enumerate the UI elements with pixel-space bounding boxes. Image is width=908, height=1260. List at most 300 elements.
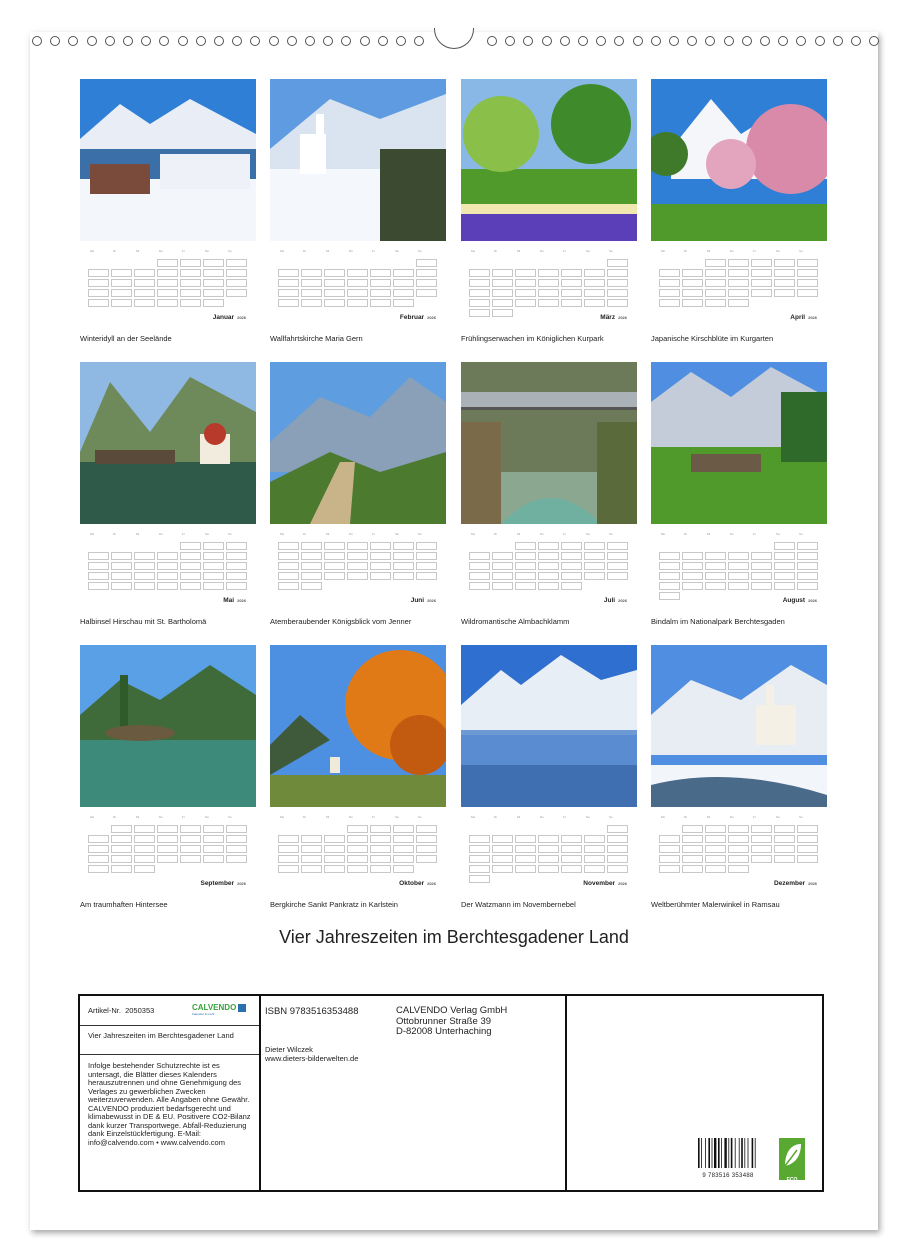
- day-cell: [607, 299, 628, 307]
- month-day-grid: [461, 532, 637, 594]
- month-photo: [270, 362, 446, 524]
- month-photo: [651, 362, 827, 524]
- day-cell: [324, 855, 345, 863]
- month-caption: Wallfahrtskirche Maria Gern: [270, 334, 363, 343]
- day-cell: [370, 835, 391, 843]
- day-cell: [203, 825, 224, 833]
- binding-ring: [778, 36, 788, 46]
- day-cell: [751, 845, 772, 853]
- day-cell: [347, 552, 368, 560]
- month-day-grid: [80, 815, 256, 877]
- day-cell: [469, 582, 490, 590]
- day-cell: [203, 552, 224, 560]
- weekday-label: Sa: [395, 532, 399, 536]
- month-caption: Weltberühmter Malerwinkel in Ramsau: [651, 900, 780, 909]
- day-cell: [134, 562, 155, 570]
- month-name: Februar 2026: [399, 314, 436, 321]
- day-cell: [301, 542, 322, 550]
- day-cell: [561, 845, 582, 853]
- weekday-label: Mi: [326, 815, 330, 819]
- day-cell: [111, 269, 132, 277]
- weekday-label: Mo: [661, 815, 666, 819]
- day-cell: [111, 289, 132, 297]
- day-cell: [538, 269, 559, 277]
- day-cell: [301, 855, 322, 863]
- day-cell: [324, 865, 345, 873]
- weekday-label: So: [609, 532, 613, 536]
- weekday-label: Di: [494, 815, 497, 819]
- weekday-label: Do: [540, 249, 544, 253]
- barcode: 9 783516 353488: [697, 1138, 759, 1174]
- weekday-label: So: [799, 532, 803, 536]
- day-cell: [607, 835, 628, 843]
- publisher-address: CALVENDO Verlag GmbH Ottobrunner Straße 39 D-82008 Unterhaching: [396, 1005, 508, 1037]
- day-cell: [774, 259, 795, 267]
- day-cell: [607, 259, 628, 267]
- day-cell: [515, 289, 536, 297]
- weekday-label: Mi: [707, 815, 711, 819]
- day-cell: [774, 845, 795, 853]
- day-cell: [584, 279, 605, 287]
- day-cell: [728, 279, 749, 287]
- day-cell: [751, 269, 772, 277]
- day-cell: [705, 562, 726, 570]
- day-cell: [659, 572, 680, 580]
- day-cell: [515, 269, 536, 277]
- day-cell: [751, 582, 772, 590]
- day-cell: [416, 855, 437, 863]
- day-cell: [682, 855, 703, 863]
- day-cell: [157, 562, 178, 570]
- day-cell: [607, 562, 628, 570]
- day-cell: [515, 845, 536, 853]
- weekday-label: Sa: [205, 815, 209, 819]
- day-cell: [659, 552, 680, 560]
- day-cell: [538, 542, 559, 550]
- binding-ring: [323, 36, 333, 46]
- weekday-label: Do: [159, 815, 163, 819]
- day-cell: [157, 845, 178, 853]
- info-column-left: [80, 996, 261, 1190]
- month-6: [270, 362, 446, 632]
- weekday-label: Mi: [326, 532, 330, 536]
- day-cell: [324, 279, 345, 287]
- day-cell: [659, 562, 680, 570]
- day-cell: [705, 855, 726, 863]
- day-cell: [469, 562, 490, 570]
- day-cell: [203, 269, 224, 277]
- weekday-label: So: [228, 815, 232, 819]
- binding-ring: [32, 36, 42, 46]
- day-cell: [416, 572, 437, 580]
- day-cell: [226, 279, 247, 287]
- day-cell: [226, 825, 247, 833]
- month-photo: [651, 79, 827, 241]
- day-cell: [561, 289, 582, 297]
- month-photo: [651, 645, 827, 807]
- day-cell: [774, 855, 795, 863]
- day-cell: [469, 552, 490, 560]
- day-cell: [705, 572, 726, 580]
- day-cell: [88, 562, 109, 570]
- day-cell: [347, 825, 368, 833]
- info-box: [78, 994, 824, 1192]
- month-name: Januar 2026: [212, 314, 246, 321]
- day-cell: [416, 542, 437, 550]
- day-cell: [515, 855, 536, 863]
- month-4: [651, 79, 827, 349]
- month-caption: Wildromantische Almbachklamm: [461, 617, 570, 626]
- weekday-label: Di: [684, 249, 687, 253]
- day-cell: [226, 572, 247, 580]
- day-cell: [538, 835, 559, 843]
- day-cell: [682, 289, 703, 297]
- day-cell: [203, 845, 224, 853]
- day-cell: [157, 279, 178, 287]
- month-name: November 2026: [583, 880, 627, 887]
- day-cell: [88, 845, 109, 853]
- month-caption: Frühlingserwachen im Königlichen Kurpark: [461, 334, 604, 343]
- day-cell: [492, 309, 513, 317]
- day-cell: [561, 299, 582, 307]
- day-cell: [797, 289, 818, 297]
- day-cell: [301, 279, 322, 287]
- day-cell: [301, 289, 322, 297]
- day-cell: [774, 542, 795, 550]
- logo-cube-icon: [238, 1004, 246, 1012]
- day-cell: [607, 855, 628, 863]
- day-cell: [492, 572, 513, 580]
- day-cell: [347, 279, 368, 287]
- day-cell: [370, 299, 391, 307]
- day-cell: [180, 552, 201, 560]
- binding-ring: [287, 36, 297, 46]
- weekday-label: So: [609, 815, 613, 819]
- month-8: [651, 362, 827, 632]
- day-cell: [538, 552, 559, 560]
- binding-ring: [378, 36, 388, 46]
- day-cell: [469, 835, 490, 843]
- month-9: [80, 645, 256, 915]
- day-cell: [370, 825, 391, 833]
- weekday-label: Do: [159, 532, 163, 536]
- weekday-label: Mo: [90, 249, 95, 253]
- day-cell: [705, 289, 726, 297]
- day-cell: [203, 572, 224, 580]
- day-cell: [416, 269, 437, 277]
- day-cell: [88, 552, 109, 560]
- month-caption: Bindalm im Nationalpark Berchtesgaden: [651, 617, 785, 626]
- day-cell: [88, 572, 109, 580]
- day-cell: [705, 835, 726, 843]
- month-photo: [80, 362, 256, 524]
- info-column-right: [567, 996, 822, 1190]
- day-cell: [324, 562, 345, 570]
- day-cell: [728, 865, 749, 873]
- day-cell: [134, 552, 155, 560]
- day-cell: [561, 269, 582, 277]
- day-cell: [797, 259, 818, 267]
- month-12: [651, 645, 827, 915]
- day-cell: [469, 865, 490, 873]
- weekday-label: So: [418, 249, 422, 253]
- day-cell: [180, 542, 201, 550]
- day-cell: [324, 299, 345, 307]
- day-cell: [416, 259, 437, 267]
- day-cell: [347, 835, 368, 843]
- weekday-label: Do: [730, 815, 734, 819]
- weekday-label: Mo: [280, 249, 285, 253]
- weekday-label: Mo: [280, 815, 285, 819]
- day-cell: [180, 845, 201, 853]
- day-cell: [515, 562, 536, 570]
- day-cell: [416, 845, 437, 853]
- day-cell: [226, 562, 247, 570]
- leaf-icon: [779, 1138, 805, 1172]
- month-photo: [270, 645, 446, 807]
- day-cell: [659, 269, 680, 277]
- isbn: ISBN 9783516353488: [265, 1006, 359, 1017]
- day-cell: [393, 269, 414, 277]
- day-cell: [111, 572, 132, 580]
- day-cell: [134, 572, 155, 580]
- day-cell: [134, 582, 155, 590]
- day-cell: [728, 572, 749, 580]
- day-cell: [301, 562, 322, 570]
- day-cell: [370, 865, 391, 873]
- day-cell: [180, 825, 201, 833]
- day-cell: [705, 552, 726, 560]
- day-cell: [797, 855, 818, 863]
- day-cell: [370, 552, 391, 560]
- day-cell: [157, 855, 178, 863]
- day-cell: [538, 865, 559, 873]
- day-cell: [347, 542, 368, 550]
- weekday-label: Mi: [707, 249, 711, 253]
- month-photo: [270, 79, 446, 241]
- weekday-label: Do: [159, 249, 163, 253]
- day-cell: [584, 289, 605, 297]
- month-11: [461, 645, 637, 915]
- month-1: [80, 79, 256, 349]
- day-cell: [751, 825, 772, 833]
- day-cell: [111, 845, 132, 853]
- weekday-label: Fr: [372, 532, 375, 536]
- day-cell: [278, 552, 299, 560]
- day-cell: [469, 279, 490, 287]
- day-cell: [797, 845, 818, 853]
- day-cell: [370, 279, 391, 287]
- day-cell: [134, 855, 155, 863]
- day-cell: [393, 552, 414, 560]
- day-cell: [393, 572, 414, 580]
- day-cell: [561, 572, 582, 580]
- day-cell: [226, 542, 247, 550]
- day-cell: [416, 835, 437, 843]
- day-cell: [584, 835, 605, 843]
- day-cell: [728, 582, 749, 590]
- day-cell: [301, 572, 322, 580]
- day-cell: [561, 582, 582, 590]
- day-cell: [705, 845, 726, 853]
- day-cell: [751, 289, 772, 297]
- weekday-label: So: [228, 249, 232, 253]
- legal-text: Infolge bestehender Schutzrechte ist es untersagt, die Blätter dieses Kalenders herauszutrennen und ohne Genehmigung des Verlages zu gewerblichen Zwecken weiterzuverwenden. Alle Angaben ohne Gewähr. CALVENDO produziert bedarfsgerecht und klimabewusst in DE & EU. Positivere CO2-Bilanz dank kurzer Transportwege. Abfall-Reduzierung dank Einzelstückfertigung. E-Mail: info@calvendo.com • www.calvendo.com: [88, 1061, 251, 1147]
- day-cell: [659, 279, 680, 287]
- day-cell: [180, 289, 201, 297]
- day-cell: [88, 289, 109, 297]
- month-7: [461, 362, 637, 632]
- day-cell: [393, 855, 414, 863]
- day-cell: [370, 572, 391, 580]
- month-caption: Halbinsel Hirschau mit St. Bartholomä: [80, 617, 207, 626]
- day-cell: [203, 299, 224, 307]
- day-cell: [111, 552, 132, 560]
- weekday-label: Mo: [471, 249, 476, 253]
- day-cell: [538, 279, 559, 287]
- day-cell: [751, 855, 772, 863]
- binding-ring: [578, 36, 588, 46]
- day-cell: [659, 845, 680, 853]
- day-cell: [492, 865, 513, 873]
- weekday-label: Do: [349, 532, 353, 536]
- day-cell: [134, 299, 155, 307]
- day-cell: [111, 279, 132, 287]
- binding-ring: [196, 36, 206, 46]
- binding-ring: [214, 36, 224, 46]
- day-cell: [324, 572, 345, 580]
- day-cell: [728, 845, 749, 853]
- weekday-label: So: [418, 815, 422, 819]
- day-cell: [561, 562, 582, 570]
- day-cell: [111, 865, 132, 873]
- weekday-label: Mi: [707, 532, 711, 536]
- day-cell: [134, 279, 155, 287]
- month-name: September 2026: [200, 880, 246, 887]
- weekday-label: Mi: [136, 249, 140, 253]
- weekday-label: Di: [303, 249, 306, 253]
- binding-ring: [833, 36, 843, 46]
- eco-badge: ECO: [779, 1138, 805, 1180]
- day-cell: [682, 582, 703, 590]
- binding-ring: [341, 36, 351, 46]
- day-cell: [561, 279, 582, 287]
- month-day-grid: [461, 249, 637, 311]
- binding-ring: [815, 36, 825, 46]
- day-cell: [180, 835, 201, 843]
- info-title-line: Vier Jahreszeiten im Berchtesgadener Land: [88, 1031, 234, 1040]
- day-cell: [751, 552, 772, 560]
- weekday-label: So: [799, 815, 803, 819]
- day-cell: [584, 552, 605, 560]
- month-name: Juni 2026: [410, 597, 436, 604]
- day-cell: [797, 279, 818, 287]
- day-cell: [111, 855, 132, 863]
- day-cell: [561, 855, 582, 863]
- day-cell: [278, 299, 299, 307]
- day-cell: [324, 289, 345, 297]
- day-cell: [659, 835, 680, 843]
- weekday-label: Di: [494, 249, 497, 253]
- info-column-middle: [261, 996, 567, 1190]
- day-cell: [203, 835, 224, 843]
- day-cell: [157, 835, 178, 843]
- weekday-label: Mi: [517, 249, 521, 253]
- day-cell: [157, 582, 178, 590]
- weekday-label: Di: [113, 815, 116, 819]
- weekday-label: Do: [730, 532, 734, 536]
- day-cell: [705, 825, 726, 833]
- day-cell: [538, 562, 559, 570]
- weekday-label: Do: [349, 249, 353, 253]
- day-cell: [705, 269, 726, 277]
- binding-ring: [523, 36, 533, 46]
- day-cell: [278, 289, 299, 297]
- weekday-label: Fr: [182, 815, 185, 819]
- binding-ring: [141, 36, 151, 46]
- weekday-label: Fr: [182, 532, 185, 536]
- binding-ring: [178, 36, 188, 46]
- weekday-label: Fr: [753, 249, 756, 253]
- weekday-label: Mi: [136, 532, 140, 536]
- day-cell: [607, 865, 628, 873]
- day-cell: [797, 269, 818, 277]
- weekday-label: Mo: [471, 815, 476, 819]
- day-cell: [416, 279, 437, 287]
- weekday-label: Sa: [395, 815, 399, 819]
- day-cell: [88, 299, 109, 307]
- day-cell: [134, 825, 155, 833]
- weekday-label: Sa: [395, 249, 399, 253]
- binding-ring: [360, 36, 370, 46]
- binding-ring: [159, 36, 169, 46]
- binding-ring: [232, 36, 242, 46]
- binding-ring: [869, 36, 879, 46]
- day-cell: [111, 562, 132, 570]
- binding-ring: [414, 36, 424, 46]
- day-cell: [797, 562, 818, 570]
- day-cell: [393, 825, 414, 833]
- weekday-label: Sa: [205, 532, 209, 536]
- day-cell: [370, 289, 391, 297]
- month-photo: [461, 362, 637, 524]
- day-cell: [393, 289, 414, 297]
- weekday-label: Sa: [205, 249, 209, 253]
- binding-ring: [669, 36, 679, 46]
- weekday-label: Di: [684, 815, 687, 819]
- day-cell: [705, 299, 726, 307]
- day-cell: [682, 865, 703, 873]
- weekday-label: Do: [540, 815, 544, 819]
- day-cell: [561, 552, 582, 560]
- day-cell: [324, 269, 345, 277]
- day-cell: [393, 845, 414, 853]
- day-cell: [134, 845, 155, 853]
- day-cell: [515, 279, 536, 287]
- day-cell: [301, 835, 322, 843]
- month-3: [461, 79, 637, 349]
- day-cell: [111, 835, 132, 843]
- day-cell: [226, 269, 247, 277]
- day-cell: [347, 299, 368, 307]
- day-cell: [180, 259, 201, 267]
- day-cell: [226, 855, 247, 863]
- day-cell: [659, 865, 680, 873]
- day-cell: [301, 552, 322, 560]
- day-cell: [324, 552, 345, 560]
- binding-ring: [760, 36, 770, 46]
- day-cell: [278, 865, 299, 873]
